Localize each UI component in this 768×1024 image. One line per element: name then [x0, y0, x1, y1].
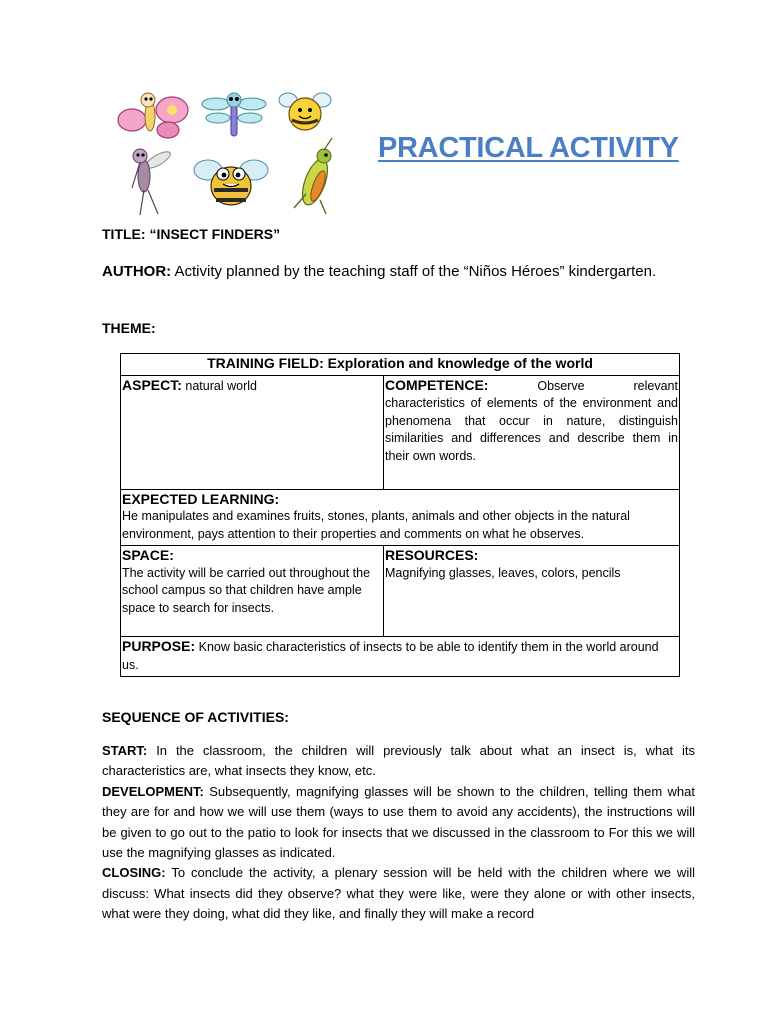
title-label: TITLE:: [102, 226, 146, 242]
author-value: Activity planned by the teaching staff of the “Niños Héroes” kindergarten.: [174, 263, 657, 280]
aspect-cell: [121, 375, 384, 489]
aspect-label: ASPECT:: [122, 376, 182, 393]
theme-label: THEME:: [102, 320, 156, 336]
author-label: AUTHOR:: [102, 263, 172, 280]
start-label: START:: [102, 743, 148, 758]
closing-label: CLOSING:: [102, 865, 166, 881]
development-paragraph: [102, 782, 695, 864]
competence-value: characteristics of elements of the environment and phenomena that occur in nature, distinguish similarities and differences and describe them in their own words.: [385, 396, 678, 463]
table-row: [121, 375, 680, 489]
table-row: [121, 546, 680, 637]
table-row: [121, 637, 680, 677]
start-text: In the classroom, the children will previously talk about what an insect is, what its characteristics are, what insects they know, etc.: [102, 743, 695, 779]
space-label: SPACE:: [122, 547, 174, 563]
training-field-cell: TRAINING FIELD: Exploration and knowledge of the world: [121, 354, 680, 376]
competence-cell: COMPETENCE: Observe relevant characteristics of elements of the environment and phenomena that occur in nature, distinguish similarities and differences and describe them in their own words.: [384, 375, 680, 489]
table-row: [121, 489, 680, 546]
competence-label: COMPETENCE:: [385, 376, 489, 393]
development-text: Subsequently, magnifying glasses will be shown to the children, telling them what they are for and how we will use them (ways to use them to avoid any accidents), the instructions will be given to go out to the patio to look for insects that we discussed in the classroom to For this we will use the magnifying glasses as indicated.: [102, 783, 695, 861]
butterfly-icon: [118, 93, 188, 138]
bee-icon: [279, 93, 331, 130]
space-cell: [121, 546, 384, 637]
aspect-value: natural world: [185, 378, 257, 393]
expected-learning-value: He manipulates and examines fruits, stones, plants, animals and other objects in the natural environment, pays attention to their properties and comments on what he observes.: [122, 509, 630, 541]
purpose-cell: [121, 637, 680, 677]
resources-label: RESOURCES:: [385, 547, 479, 563]
resources-value: Magnifying glasses, leaves, colors, pencils: [385, 565, 621, 580]
grasshopper-icon: [294, 138, 333, 214]
closing-text: To conclude the activity, a plenary session will be held with the children where we will discuss: What insects did they observe? what they were like, were they alone or with other insects, what were they doing, what did they like, and finally they will make a record: [102, 865, 695, 922]
author-line: [102, 260, 662, 284]
mosquito-icon: [132, 149, 173, 215]
resources-cell: [384, 546, 680, 637]
start-paragraph: [102, 741, 695, 782]
fly-icon: [194, 160, 268, 205]
sequence-title: SEQUENCE OF ACTIVITIES:: [102, 709, 289, 725]
purpose-value: Know basic characteristics of insects to be able to identify them in the world around us.: [122, 640, 659, 672]
activity-table: [120, 353, 680, 677]
expected-learning-label: EXPECTED LEARNING:: [122, 490, 280, 507]
table-row: [121, 354, 680, 376]
closing-paragraph: [102, 863, 695, 924]
sequence-body: [102, 741, 695, 925]
activity-title: [102, 226, 280, 242]
title-value: “INSECT FINDERS”: [149, 226, 281, 242]
page-heading: PRACTICAL ACTIVITY: [378, 132, 679, 164]
dragonfly-icon: [202, 93, 266, 136]
insect-clipart: [110, 90, 360, 220]
expected-learning-cell: [121, 489, 680, 546]
purpose-label: PURPOSE:: [122, 638, 196, 654]
space-value: The activity will be carried out throughout the school campus so that children have ample space to search for insects.: [122, 565, 371, 615]
development-label: DEVELOPMENT:: [102, 783, 204, 799]
